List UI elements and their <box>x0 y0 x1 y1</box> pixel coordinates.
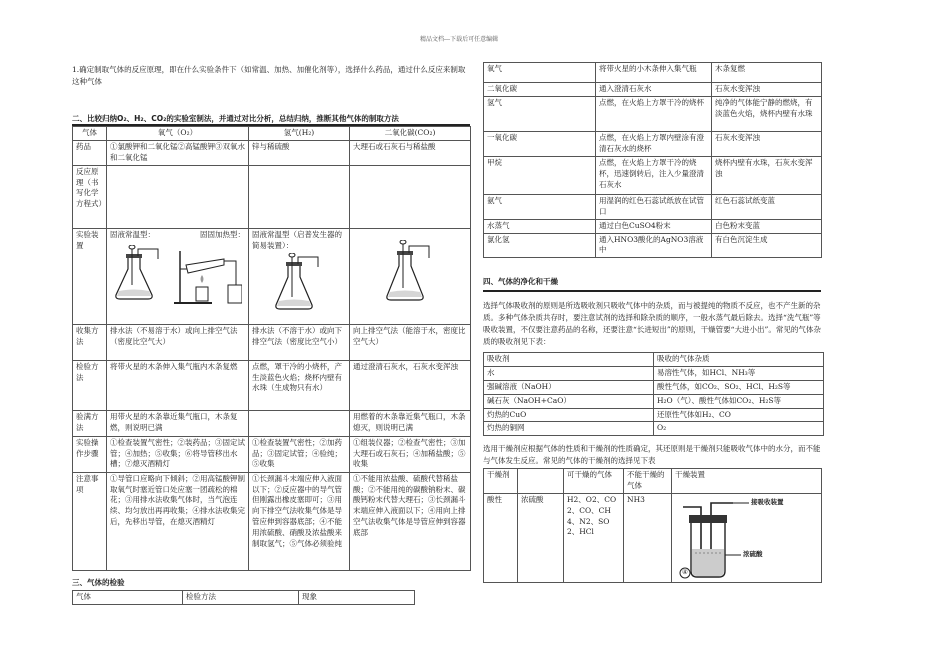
cell: 点燃，罩干冷的小烧杯，产生淡蓝色火焰；烧杯内壁有水珠（生成物只有水） <box>249 360 350 410</box>
cell-method: 将带火星的小木条伸入集气瓶 <box>596 63 712 83</box>
header-hydrogen: 氢气(H₂) <box>249 127 350 141</box>
cell-apparatus <box>672 493 822 582</box>
cell <box>107 165 249 228</box>
cell: ①检查装置气密性；②装药品；③固定试管；④加热；⑤收集；⑥将导管移出水槽；⑦熄灭酒精灯 <box>107 436 249 472</box>
table-row <box>73 228 471 324</box>
header-note: 精品文档---下载后可任意编辑 <box>420 36 499 43</box>
table-row <box>484 380 824 394</box>
cell-phenomenon: 纯净的气体能宁静的燃烧，有淡蓝色火焰，烧杯内壁有水珠 <box>712 96 822 131</box>
row-label: 药品 <box>73 140 107 165</box>
apparatus-label-number: ④ <box>682 567 688 576</box>
apparatus-label-kipp: 固液常温型（启普发生器的简易装置）： <box>252 229 342 250</box>
cell-apparatus-hydrogen <box>249 228 350 324</box>
cell-gas: 水蒸气 <box>484 219 596 233</box>
row-label: 注意事项 <box>73 472 107 570</box>
cell-gas: 氧气 <box>484 63 596 83</box>
cell-gas: 甲烷 <box>484 156 596 194</box>
flask-apparatus-icon <box>381 240 433 304</box>
cell-name: 浓硫酸 <box>518 493 564 582</box>
cell-apparatus-oxygen <box>107 228 249 324</box>
cell: 排水法（不溶于水）或向下排空气法（密度比空气小） <box>249 324 350 360</box>
wash-bottle-icon <box>675 495 819 581</box>
cell-method: 通过白色CuSO4粉末 <box>596 219 712 233</box>
table-row <box>484 83 822 97</box>
cell-method: 点燃，在火焰上方罩干冷的烧杯 <box>596 96 712 131</box>
table-row <box>73 472 471 570</box>
row-label: 实验装置 <box>73 228 107 324</box>
desiccant-table <box>483 468 822 583</box>
header-not-dryable: 不能干燥的气体 <box>624 469 672 494</box>
header-apparatus: 干燥装置 <box>672 469 822 494</box>
cell: ①检查装置气密性；②加药品；③固定试管；④验纯；⑤收集 <box>249 436 350 472</box>
table-row <box>484 63 822 83</box>
cell-phenomenon: 有白色沉淀生成 <box>712 233 822 258</box>
cell-phenomenon: 白色粉末变蓝 <box>712 219 822 233</box>
cell: ①氯酸钾和二氧化锰②高锰酸钾③双氧水和二氧化锰 <box>107 140 249 165</box>
header-phenomenon: 现象 <box>299 591 415 605</box>
table-row <box>73 324 471 360</box>
cell-dryable: H2、O2、CO2、CO、CH4、N2、SO2、HCl <box>564 493 624 582</box>
table-row <box>73 140 471 165</box>
cell: 灼热的CuO <box>484 408 654 422</box>
gas-preparation-table <box>72 126 471 571</box>
table-row <box>484 131 822 156</box>
cell-phenomenon: 烧杯内壁有水珠，石灰水变浑浊 <box>712 156 822 194</box>
header-oxygen: 氧气（O₂） <box>107 127 249 141</box>
table-row <box>484 394 824 408</box>
cell: 水 <box>484 366 654 380</box>
cell-type: 酸性 <box>484 493 518 582</box>
flask-apparatus-icon <box>110 245 162 303</box>
apparatus-label-solid-liquid: 固液常温型： <box>110 229 155 239</box>
cell: ①长颈漏斗末端应伸入液面以下；②反应器中的导气管但刚露出橡皮塞即可；③用向下排空气法收集气体是导管应伸到容器底部；④不能用浓硫酸、硝酸及浓盐酸来制取氢气；⑤气体必须验纯 <box>249 472 350 570</box>
table-row <box>73 410 471 436</box>
table-row <box>484 233 822 258</box>
cell-apparatus-co2 <box>350 228 471 324</box>
cell: 将带火星的木条伸入集气瓶内木条复燃 <box>107 360 249 410</box>
apparatus-label-solid-heating: 固固加热型： <box>200 229 245 239</box>
row-label: 反应原理（书写化学方程式） <box>73 165 107 228</box>
header-impurity: 吸收的气体杂质 <box>654 353 824 367</box>
cell: 用燃着的木条靠近集气瓶口，木条熄灭，则说明已满 <box>350 410 471 436</box>
cell-method: 通入澄清石灰水 <box>596 83 712 97</box>
table-row <box>484 408 824 422</box>
cell-phenomenon: 木条复燃 <box>712 63 822 83</box>
cell: 排水法（不易溶于水）或向上排空气法（密度比空气大） <box>107 324 249 360</box>
cell: 大理石或石灰石与稀盐酸 <box>350 140 471 165</box>
cell: ①导管口应略向下倾斜；②用高锰酸钾制取氧气时塞近管口处应塞一团疏松的棉花；③用排水法收集气体时，当气泡连续、均匀放出再再收集；④排水法收集完后，先移出导管，在熄灭酒精灯 <box>107 472 249 570</box>
table-row <box>484 156 822 194</box>
cell: O₂ <box>654 422 824 436</box>
flask-apparatus-icon <box>270 253 322 313</box>
cell: 酸性气体，如CO₂、SO₂、HCl、H₂S等 <box>654 380 824 394</box>
drying-paragraph: 选用干燥剂应根据气体的性质和干燥剂的性质确定，其还原则是干燥剂只能吸收气体中的水分，而不能与气体发生反应。常见的气体的干燥剂的选择见下表 <box>483 444 821 465</box>
section2-title: 二、比较归纳O₂、H₂、CO₂的实验室制法，并通过对比分析，总结归纳，推断其他气体的制取方法 <box>72 114 399 123</box>
cell-method: 点燃，在火焰上方罩干冷的烧杯，迅速倒转后，注入少量澄清石灰水 <box>596 156 712 194</box>
section4-title: 四、气体的净化和干燥 <box>483 277 558 286</box>
cell: ①组装仪器；②检查气密性；③加大理石或石灰石；④加稀盐酸；⑤收集 <box>350 436 471 472</box>
row-label: 检验方法 <box>73 360 107 410</box>
apparatus-label-acid: 浓硫酸 <box>743 549 763 558</box>
gas-test-header-table <box>72 590 415 605</box>
header-gas: 气体 <box>73 127 107 141</box>
section4-rule <box>483 290 821 292</box>
header-gas: 气体 <box>73 591 183 605</box>
header-dryable: 可干燥的气体 <box>564 469 624 494</box>
cell-phenomenon: 红色石蕊试纸变蓝 <box>712 194 822 219</box>
cell: ①不能用浓盐酸、硫酸代替稀盐酸；②不能用纯的碳酸钠粉末、碳酸钙粉末代替大理石；③长颈漏斗末端应伸入液面以下；④用向上排空气法收集气体是导管应伸到容器底部 <box>350 472 471 570</box>
table-row <box>484 422 824 436</box>
table-row <box>73 165 471 228</box>
cell: 碱石灰（NaOH+CaO） <box>484 394 654 408</box>
cell-gas: 氢气 <box>484 96 596 131</box>
row-label: 验满方法 <box>73 410 107 436</box>
header-desiccant: 干燥剂 <box>484 469 518 494</box>
cell-phenomenon: 石灰水变浑浊 <box>712 83 822 97</box>
cell <box>249 410 350 436</box>
intro-paragraph: 1.确定制取气体的反应原理，即在什么实验条件下（如常温、加热、加催化剂等），选择什么药品，通过什么反应来制取这种气体 <box>72 65 466 86</box>
gas-test-table <box>483 62 822 258</box>
row-label: 收集方法 <box>73 324 107 360</box>
cell: 还原性气体如H₂、CO <box>654 408 824 422</box>
cell-method: 用湿润的红色石蕊试纸放在试管口 <box>596 194 712 219</box>
table-header-row <box>484 353 824 367</box>
cell-method: 通入HNO3酸化的AgNO3溶液中 <box>596 233 712 258</box>
header-method: 检验方法 <box>183 591 299 605</box>
header-blank <box>518 469 564 494</box>
cell: 用带火星的木条靠近集气瓶口，木条复燃，则说明已满 <box>107 410 249 436</box>
cell-phenomenon: 石灰水变浑浊 <box>712 131 822 156</box>
cell-gas: 一氧化碳 <box>484 131 596 156</box>
table-row <box>73 436 471 472</box>
apparatus-label-outlet: 接吸收装置 <box>751 497 784 506</box>
heating-apparatus-icon <box>172 245 242 305</box>
table-header-row <box>73 127 471 141</box>
header-absorbent: 吸收剂 <box>484 353 654 367</box>
table-row <box>484 96 822 131</box>
table-row <box>484 366 824 380</box>
table-header-row <box>484 469 822 494</box>
table-row <box>484 219 822 233</box>
header-co2: 二氧化碳(CO₂) <box>350 127 471 141</box>
purification-paragraph: 选择气体吸收剂的原则是所选吸收剂只吸收气体中的杂质，而与被提纯的物质不反应，也不产生新的杂质。多种气体杂质共存时，要注意试剂的选择和除杂质的顺序，一般水蒸气最后除去。选择“洗气瓶”等吸收装置，不仅要注意药品的名称，还要注意“长进短出”的原则，干燥管要“大进小出”。常见的气体杂质的吸收剂见下表： <box>483 301 821 346</box>
cell-method: 点燃，在火焰上方罩内壁涂有澄清石灰水的烧杯 <box>596 131 712 156</box>
cell-gas: 二氧化碳 <box>484 83 596 97</box>
section3-title: 三、气体的检验 <box>72 578 125 587</box>
table-row <box>73 360 471 410</box>
table-row <box>484 493 822 582</box>
cell: 锌与稀硫酸 <box>249 140 350 165</box>
cell-gas: 氨气 <box>484 194 596 219</box>
cell: 易溶性气体，如HCl、NH₃等 <box>654 366 824 380</box>
table-row <box>484 194 822 219</box>
cell: 强碱溶液（NaOH） <box>484 380 654 394</box>
cell <box>350 165 471 228</box>
cell: 向上排空气法（能溶于水，密度比空气大） <box>350 324 471 360</box>
absorbent-table <box>483 352 824 436</box>
row-label: 实验操作步骤 <box>73 436 107 472</box>
cell: 灼热的铜网 <box>484 422 654 436</box>
cell <box>249 165 350 228</box>
cell-not-dryable: NH3 <box>624 493 672 582</box>
table-header-row <box>73 591 415 605</box>
cell-gas: 氯化氢 <box>484 233 596 258</box>
cell: H₂O（气）、酸性气体如CO₂、H₂S等 <box>654 394 824 408</box>
cell: 通过澄清石灰水，石灰水变浑浊 <box>350 360 471 410</box>
